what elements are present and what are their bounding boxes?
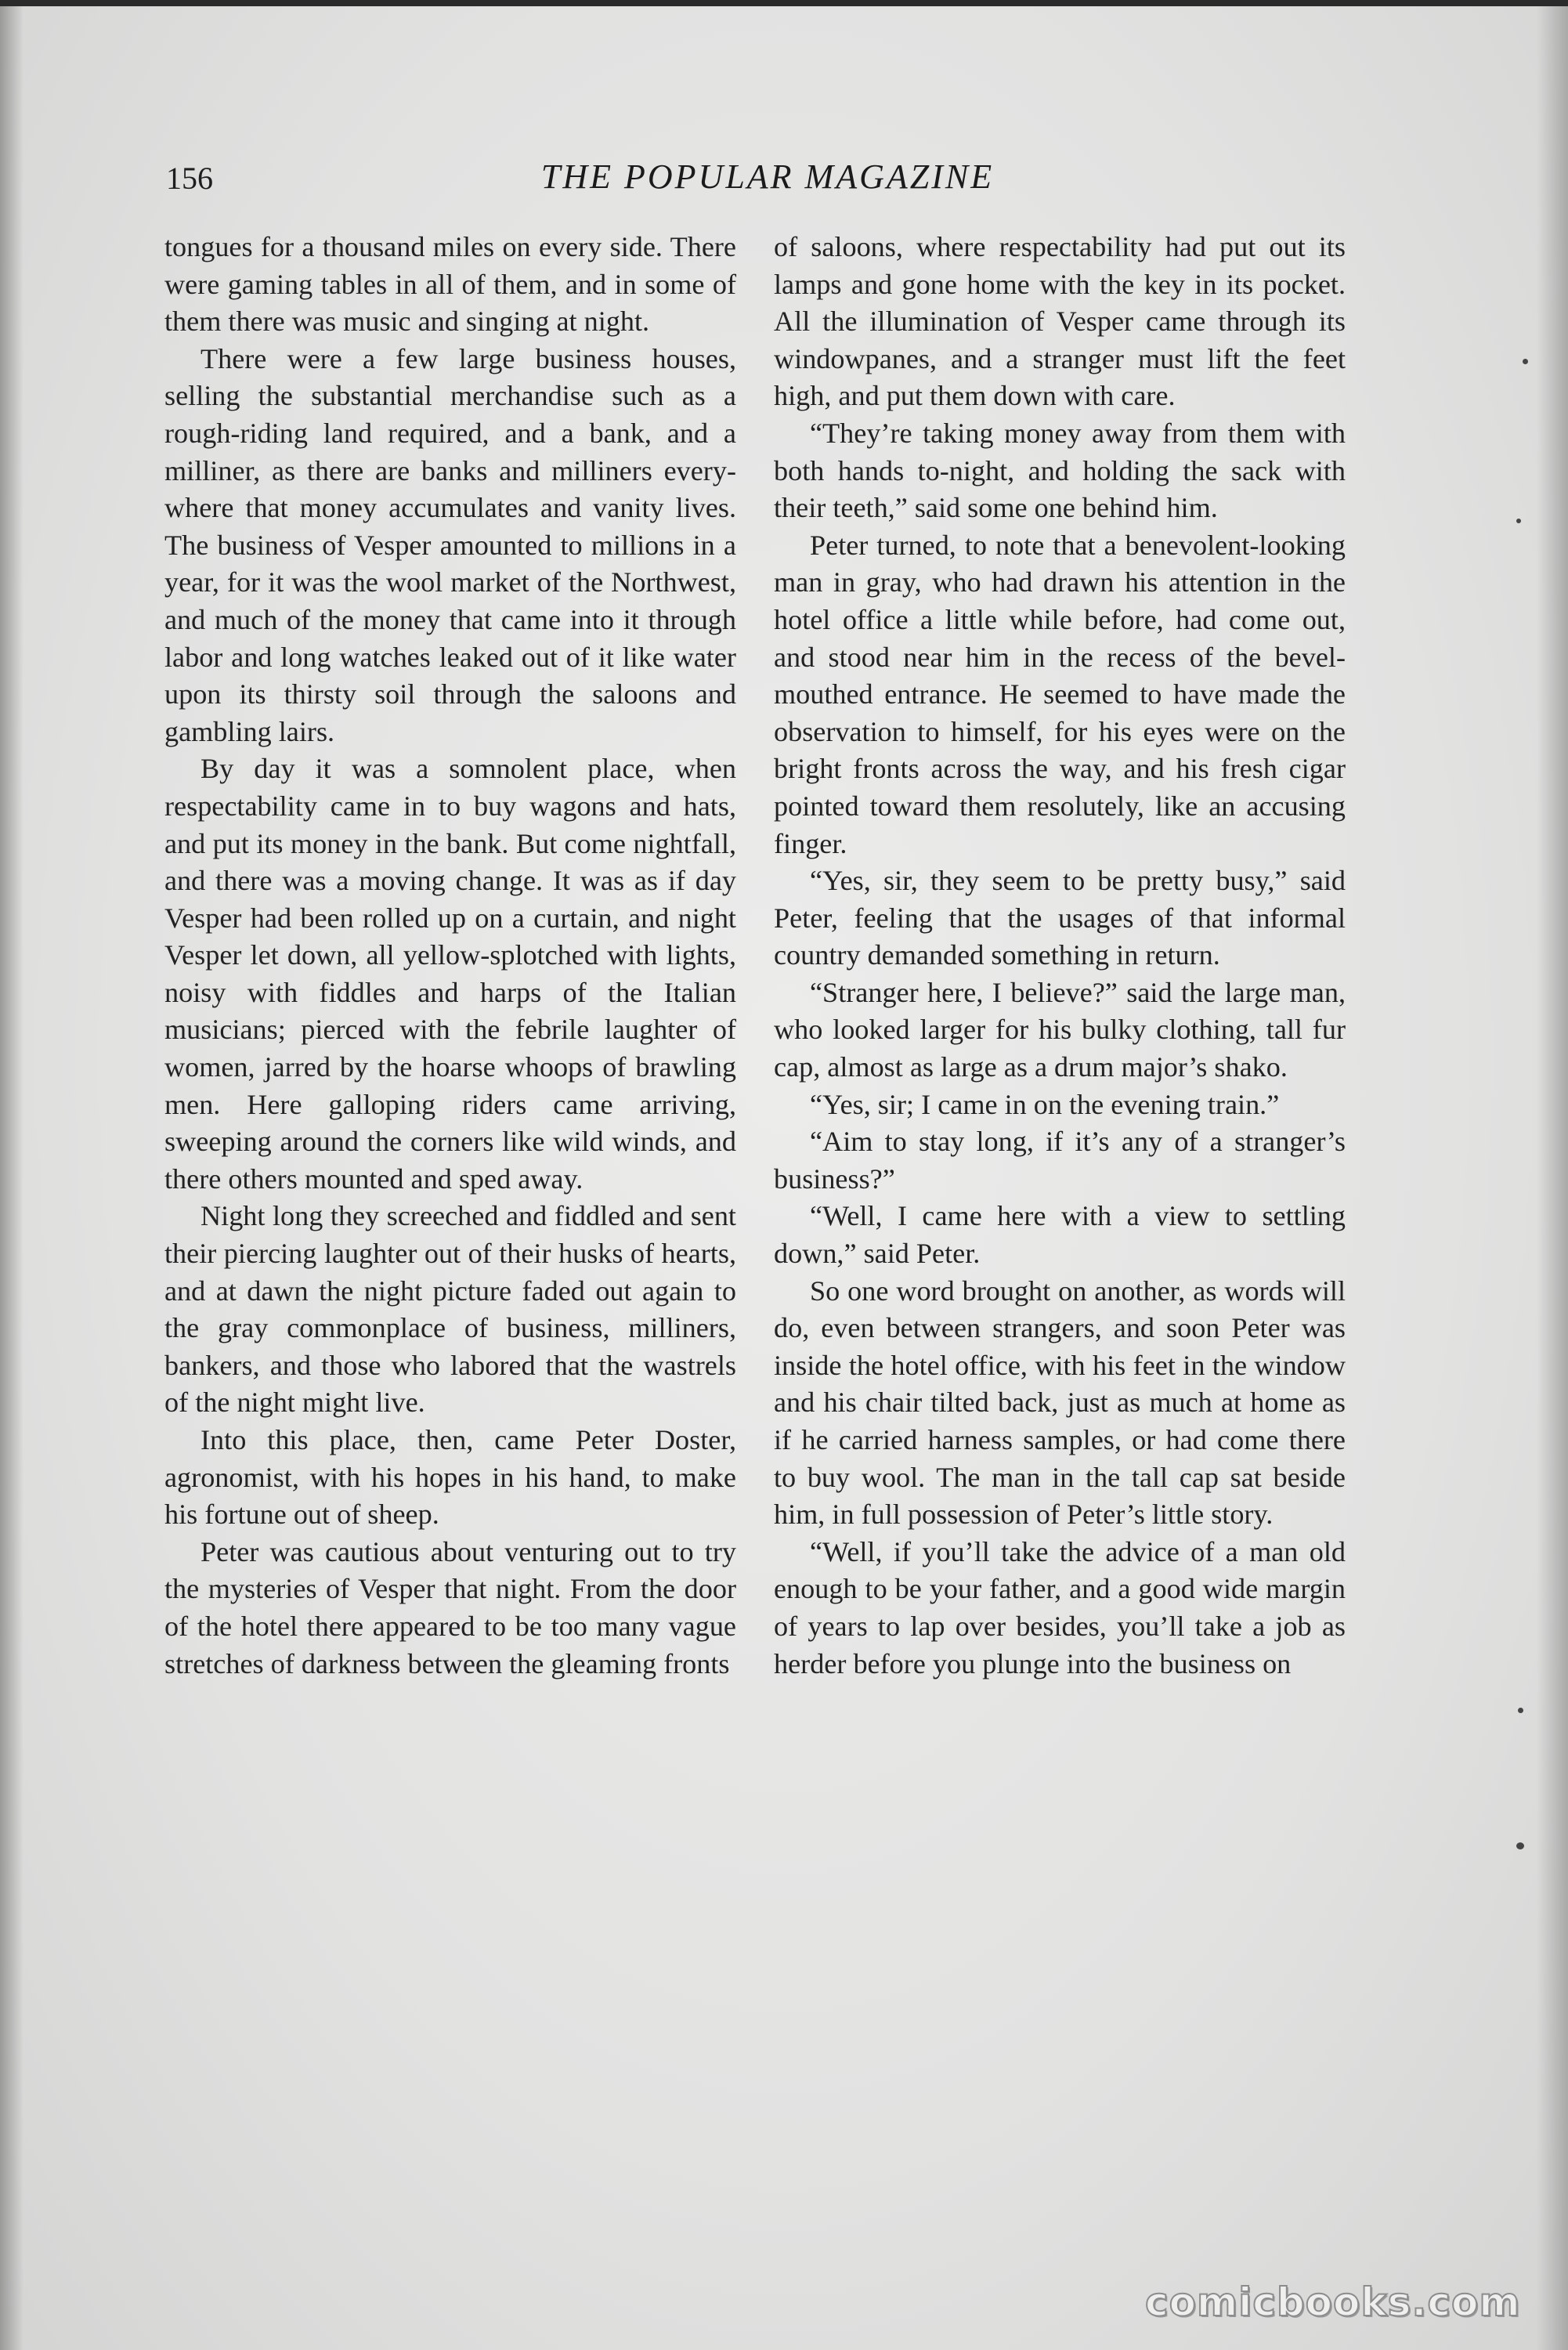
paper-speck — [1518, 1708, 1523, 1713]
paragraph: “Well, I came here with a view to settling down,” said Peter. — [774, 1200, 1346, 1270]
paragraph: “Stranger here, I believe?” said the large man, who looked larger for his bulky clothing, tall fur cap, almost as large as a drum major’s shako. — [774, 976, 1346, 1083]
right-edge-shadow — [1537, 6, 1568, 2350]
paragraph: So one word brought on another, as words will do, even between strangers, and soon Peter was inside the hotel office, with his feet in the window and his chair tilted back, just as much at home as if he carried harness samples, or had come there to buy wool. The man in the tall cap sat beside him, in full possession of Peter’s little story. — [774, 1274, 1346, 1531]
paragraph: “Yes, sir; I came in on the evening train.” — [810, 1088, 1280, 1120]
paragraph: Night long they screeched and fiddled and sent their piercing laughter out of their husks of hearts, and at dawn the night picture faded out again to the gray commonplace of business, milliners, bankers, and those who labored that the wastrels of the night might live. — [164, 1200, 736, 1419]
paragraph: Into this place, then, came Peter Doster, agronomist, with his hopes in his hand, to make his fortune out of sheep. — [164, 1424, 736, 1531]
paragraph: of saloons, where respectability had put out its lamps and gone home with the key in its pocket. All the illumination of Vesper came through its windowpanes, and a stranger must lift the feet high, and put them down with care. — [774, 231, 1346, 412]
paragraph: “Yes, sir, they seem to be pretty busy,” said Peter, feeling that the usages of that informal country demanded something in return. — [774, 865, 1346, 971]
paragraph: Peter was cautious about venturing out to try the mysteries of Vesper that night. From the door of the hotel there appeared to be too many vague stretches of darkness between the gleaming fronts — [164, 1535, 736, 1679]
paragraph: tongues for a thousand miles on every side. There were gaming tables in all of them, and in some of them there was music and singing at night. — [164, 231, 736, 338]
left-column — [164, 229, 736, 1683]
paragraph: There were a few large business houses, selling the substantial merchandise such as a rough-riding land required, and a bank, and a milliner, as there are banks and milliners everywhere that money accumulates and vanity lives. The business of Vesper amounted to millions in a year, for it was the wool market of the Northwest, and much of the money that came into it through labor and long watches leaked out of it like water upon its thirsty soil through the saloons and gambling lairs. — [164, 342, 736, 747]
paragraph: Peter turned, to note that a benevolent-looking man in gray, who had drawn his attention in the hotel office a little while before, had come out, and stood near him in the recess of the bevel-mouthed entrance. He seemed to have made the observation to himself, for his eyes were on the bright fronts across the way, and his fresh cigar pointed toward them resolutely, like an accusing finger. — [774, 529, 1346, 859]
paragraph: “Well, if you’ll take the advice of a man old enough to be your father, and a good wide margin of years to lap over besides, you’ll take a job as herder before you plunge into the business on — [774, 1535, 1346, 1679]
paper-speck — [1523, 359, 1528, 364]
running-title: THE POPULAR MAGAZINE — [540, 157, 995, 196]
right-column — [774, 229, 1346, 1683]
paragraph: By day it was a somnolent place, when respectability came in to buy wagons and hats, and put its money in the bank. But come nightfall, and there was a moving change. It was as if day Vesper had been rolled up on a curtain, and night Vesper let down, all yellow-splotched with lights, noisy with fiddles and harps of the Italian musicians; pierced with the febrile laughter of women, jarred by the hoarse whoops of brawling men. Here galloping riders came arriving, sweeping around the corners like wild winds, and there others mounted and sped away. — [164, 753, 736, 1195]
page-number: 156 — [166, 161, 213, 196]
paper-speck — [1516, 519, 1521, 523]
top-rule — [0, 0, 1568, 6]
paper-speck — [1516, 1842, 1524, 1849]
paragraph: “Aim to stay long, if it’s any of a stranger’s business?” — [774, 1126, 1346, 1195]
watermark: comicbooks.com — [1145, 2280, 1521, 2325]
paragraph: “They’re taking money away from them with both hands to-night, and holding the sack with their teeth,” said some one behind him. — [774, 417, 1346, 524]
left-edge-shadow — [0, 6, 23, 2350]
